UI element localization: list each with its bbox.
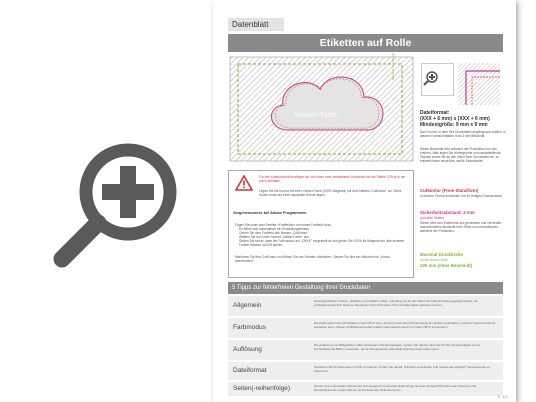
tip-row (228, 362, 503, 380)
warning-box (228, 170, 414, 278)
safety-title: Sicherheitsabstand: 3 mm (420, 210, 475, 215)
corner-zoom-detail (458, 63, 500, 105)
zoom-in-icon[interactable] (50, 130, 190, 270)
procedure-item: Stellen Sie sicher, dass der Farbmodus auf „CMYK" eingestellt ist und geben Sie 100% für Magenta ein, alle anderen Farben müssen auf 0% stehen. (239, 239, 405, 247)
tips-title: 5 Tipps zur fehlerfreien Gestaltung Ihrer Druckdaten (228, 282, 503, 294)
tip-text: Hintergrundbilder, Farben, Verläufe und Grafiken sollten unbedingt bis an den Rand des Datenformats angelegt werden, da produktionstechnisch kleinere Toleranzen beim Schneiden Ihres Druckprodukts auftreten können. (314, 299, 478, 307)
format-title: Dateiformat: (420, 110, 450, 116)
min-size: Mindestgröße: 9 mm x 9 mm (420, 122, 488, 128)
safety-text: Dieser wird vom Endformat aus gemessen und verhindert unerwünschten Anschnitt Ihrer Texte und Informationen während der Produktion. (420, 221, 502, 233)
procedure-item: Fügen Sie unter dem Fenster »Farbfelder« ein neues Farbfeld hinzu. (235, 223, 333, 227)
cut-text: In diesem Format schneiden Sie Ihr fertiges Druckprodukt. (420, 194, 503, 198)
tip-text: Die Auflösung von Bildgrafiken sollte mindestens 300 dpi betragen. Achten Sie darauf, dass Sie für Ihre Druckvorlagen immer hochauflösende Bilder verwenden, da Ihr Druckprodukt andernfalls (leicht) pixelig wirken kann. (314, 343, 481, 351)
maxwidth-title: Maximal Druckbreite (420, 252, 463, 257)
warning-icon (235, 175, 253, 191)
tip-row (228, 296, 503, 316)
tip-row (228, 318, 503, 338)
procedure-title: Vorgehensweise bei Adobe Programmen (233, 211, 307, 215)
cut-title: Cutkontur (Freie Stanzform) (420, 188, 479, 193)
safety-sub: (auf allen Seiten) (420, 216, 445, 220)
procedure-item: Es öffnet sich automatisch ein Einstellungsfenster. (239, 227, 310, 231)
page-number: S. 1/1 (497, 394, 508, 399)
label-diagram (228, 55, 418, 165)
format-dims: (XXX + 6 mm) x (XXX + 6 mm) (420, 116, 490, 122)
tip-label: Auflösung (233, 346, 262, 353)
procedure-item: Markieren Sie Ihre CutKontur und öffnen Sie das Fenster »Attribute«. Setzen Sie hier ein Häkchen bei „Kontur überdrucken". (235, 255, 391, 263)
tip-label: Seiten(-reihenfolge) (233, 385, 291, 392)
tip-text: Senden Sie mehrseitige Dokumente chronologisch in korrekter Reihenfolge als eine einzige PDF-Datei oder benennen Sie Einzeldokumente entsprechend mit fortlaufenden Seitennummern. (314, 384, 477, 392)
maxwidth-sub: an der kurzen Seite: (420, 258, 449, 262)
tip-row (228, 340, 503, 360)
page-title: Etiketten auf Rolle (228, 34, 503, 52)
tip-text: Speichern Sie Ihr Dokument im PDF-Format ab. Achten Sie darauf, Schriften einzubetten und (soweit als möglich) Transparenzen zu reduzieren. (314, 365, 491, 373)
bleed-text: Dieser Beschnitt wird während der Produktion von uns entfernt. Bitte legen Sie Hintergründe und randabfallende Objekte immer bis an den Rand Ihrer Druckdaten an, so entsteht keine unschöne, weiße Seitenkante. (420, 147, 501, 163)
procedure-item: Wählen Sie nun unter Farbart „Vollton-Farbe" aus. (239, 235, 310, 239)
side-label: Maximal Druckbreite (391, 52, 395, 80)
tip-label: Farbmodus (233, 324, 266, 331)
tip-label: Dateiformat (233, 367, 267, 374)
corner-detail (421, 63, 454, 96)
maxwidth-value: 200 mm (ohne Beschnitt) (420, 263, 473, 268)
tip-text: Die Farbmodus Ihrer Druckdaten muss CMYK sein, da sonst nach dem Druckvorgang ein (leicht) veränderter, optischer Gesamteindruck entstehen kann. (Daten im RGB-Farbmodus werden automatisch durch uns nach CMYK konvertiert.) (314, 321, 496, 329)
warning-text2: Legen Sie die Kontur mit einer Vollton-Farbe (100% Magenta) mit dem Namen „CutKontur" an. Diese Kontur muss auf einer separaten Ebene liegen. (259, 189, 402, 197)
label-shape-name: Wolken-Form (295, 112, 337, 119)
tip-row (228, 382, 503, 396)
datasheet-page (213, 0, 516, 402)
datasheet-tab: Datenblatt (228, 18, 284, 31)
procedure-item: Geben Sie dem Farbfeld den Namen „CutKontur". (239, 231, 310, 235)
format-text: Das Format, in dem Ihre Druckdaten angelegt sein sollten. In diesem Format entfallen rund 3 mm Beschnitt. (420, 130, 506, 138)
tip-label: Allgemein (233, 302, 262, 309)
warning-text: Für den Konturschnitt benötigen wir von Ihnen eine vektorisierte Konturlinie mit der Stärke 0,25 pt in der pdf-Druckdatei. (259, 175, 406, 183)
